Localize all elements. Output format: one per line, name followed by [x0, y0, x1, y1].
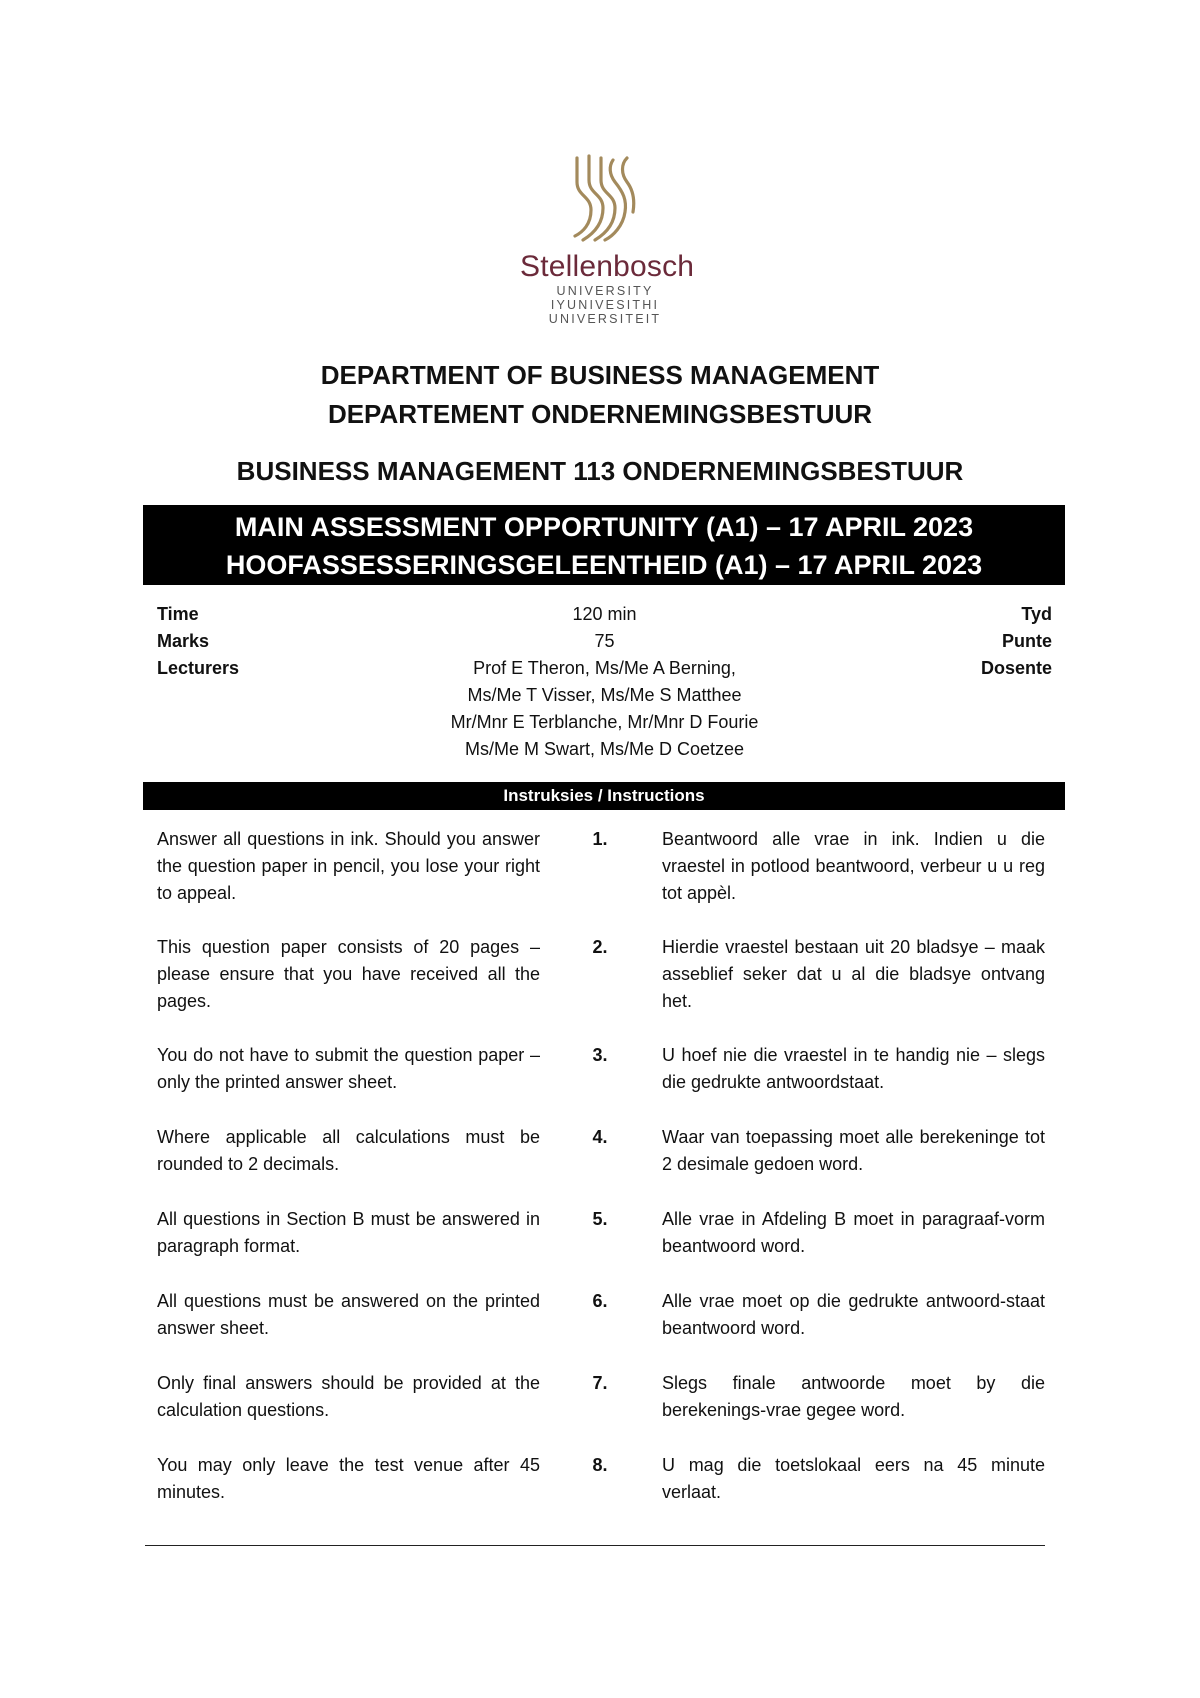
instruction-number: 8. [592, 1455, 608, 1475]
instruction-number: 4. [592, 1127, 608, 1147]
instruction-en: You may only leave the test venue after 45 minutes. [157, 1455, 540, 1502]
lecturers-label: Lecturers [157, 658, 240, 678]
instruction-af: U hoef nie die vraestel in te handig nie – slegs die gedrukte antwoordstaat. [662, 1045, 1045, 1092]
instruction-en: You do not have to submit the question paper – only the printed answer sheet. [157, 1045, 540, 1092]
instruction-af: Alle vrae moet op die gedrukte antwoord-staat beantwoord word. [662, 1291, 1045, 1338]
instruction-af: Beantwoord alle vrae in ink. Indien u die vraestel in potlood beantwoord, verbeur u u reg tot appèl. [662, 829, 1045, 903]
course-title: BUSINESS MANAGEMENT 113 ONDERNEMINGSBESTUUR [236, 456, 964, 486]
brand-sub-xhosa: IYUNIVESITHI [550, 298, 660, 312]
time-label: Time [157, 604, 199, 624]
instruction-number: 3. [592, 1045, 608, 1065]
marks-row [157, 631, 1052, 657]
instruction-number: 1. [592, 829, 608, 849]
stellenbosch-crest-icon [569, 152, 641, 244]
time-value: 120 min [572, 604, 637, 624]
lecturers-row [157, 658, 1052, 684]
lecturers-row-3 [157, 712, 1052, 738]
brand-sub-english: UNIVERSITY [556, 284, 654, 298]
instruction-en: This question paper consists of 20 pages – please ensure that you have received all the pages. [157, 937, 540, 1011]
department-title-en: DEPARTMENT OF BUSINESS MANAGEMENT [320, 360, 880, 390]
footer-divider [145, 1545, 1045, 1546]
university-logo [520, 152, 695, 326]
time-row [157, 604, 1052, 630]
instruction-af: Waar van toepassing moet alle berekeninge tot 2 desimale gedoen word. [662, 1127, 1045, 1174]
lecturers-line-2: Ms/Me T Visser, Ms/Me S Matthee [467, 685, 742, 705]
assessment-banner [143, 505, 1065, 585]
brand-sub-afrikaans: UNIVERSITEIT [548, 312, 662, 326]
instruction-number: 5. [592, 1209, 608, 1229]
instruction-en: Answer all questions in ink. Should you answer the question paper in pencil, you lose your right to appeal. [157, 829, 540, 903]
lecturers-row-2 [157, 685, 1052, 711]
instruction-af: Slegs finale antwoorde moet by die berekenings-vrae gegee word. [662, 1373, 1045, 1420]
lecturers-line-4: Ms/Me M Swart, Ms/Me D Coetzee [464, 739, 745, 759]
department-title-af: DEPARTEMENT ONDERNEMINGSBESTUUR [327, 399, 873, 429]
lecturers-label-af: Dosente [980, 658, 1052, 678]
instruction-number: 7. [592, 1373, 608, 1393]
instructions-heading: Instruksies / Instructions [143, 782, 1065, 810]
lecturers-line-1: Prof E Theron, Ms/Me A Berning, [473, 658, 736, 678]
instruction-af: U mag die toetslokaal eers na 45 minute verlaat. [662, 1455, 1045, 1502]
marks-label: Marks [157, 631, 210, 651]
instruction-en: All questions must be answered on the printed answer sheet. [157, 1291, 540, 1338]
instruction-af: Alle vrae in Afdeling B moet in paragraaf-vorm beantwoord word. [662, 1209, 1045, 1256]
marks-label-af: Punte [1001, 631, 1052, 651]
brand-name: Stellenbosch [520, 250, 695, 283]
instruction-en: Only final answers should be provided at the calculation questions. [157, 1373, 540, 1420]
instruction-number: 6. [592, 1291, 608, 1311]
instruction-af: Hierdie vraestel bestaan uit 20 bladsye – maak asseblief seker dat u al die bladsye ontvang het. [662, 937, 1045, 1011]
lecturers-row-4 [157, 739, 1052, 765]
time-label-af: Tyd [1021, 604, 1052, 624]
assessment-title-en: MAIN ASSESSMENT OPPORTUNITY (A1) – 17 APRIL 2023 [234, 512, 974, 542]
instruction-number: 2. [592, 937, 608, 957]
instruction-en: All questions in Section B must be answered in paragraph format. [157, 1209, 540, 1256]
assessment-title-af: HOOFASSESSERINGSGELEENTHEID (A1) – 17 APRIL 2023 [225, 550, 983, 580]
marks-value: 75 [594, 631, 615, 651]
lecturers-line-3: Mr/Mnr E Terblanche, Mr/Mnr D Fourie [450, 712, 759, 732]
instruction-en: Where applicable all calculations must be rounded to 2 decimals. [157, 1127, 540, 1174]
